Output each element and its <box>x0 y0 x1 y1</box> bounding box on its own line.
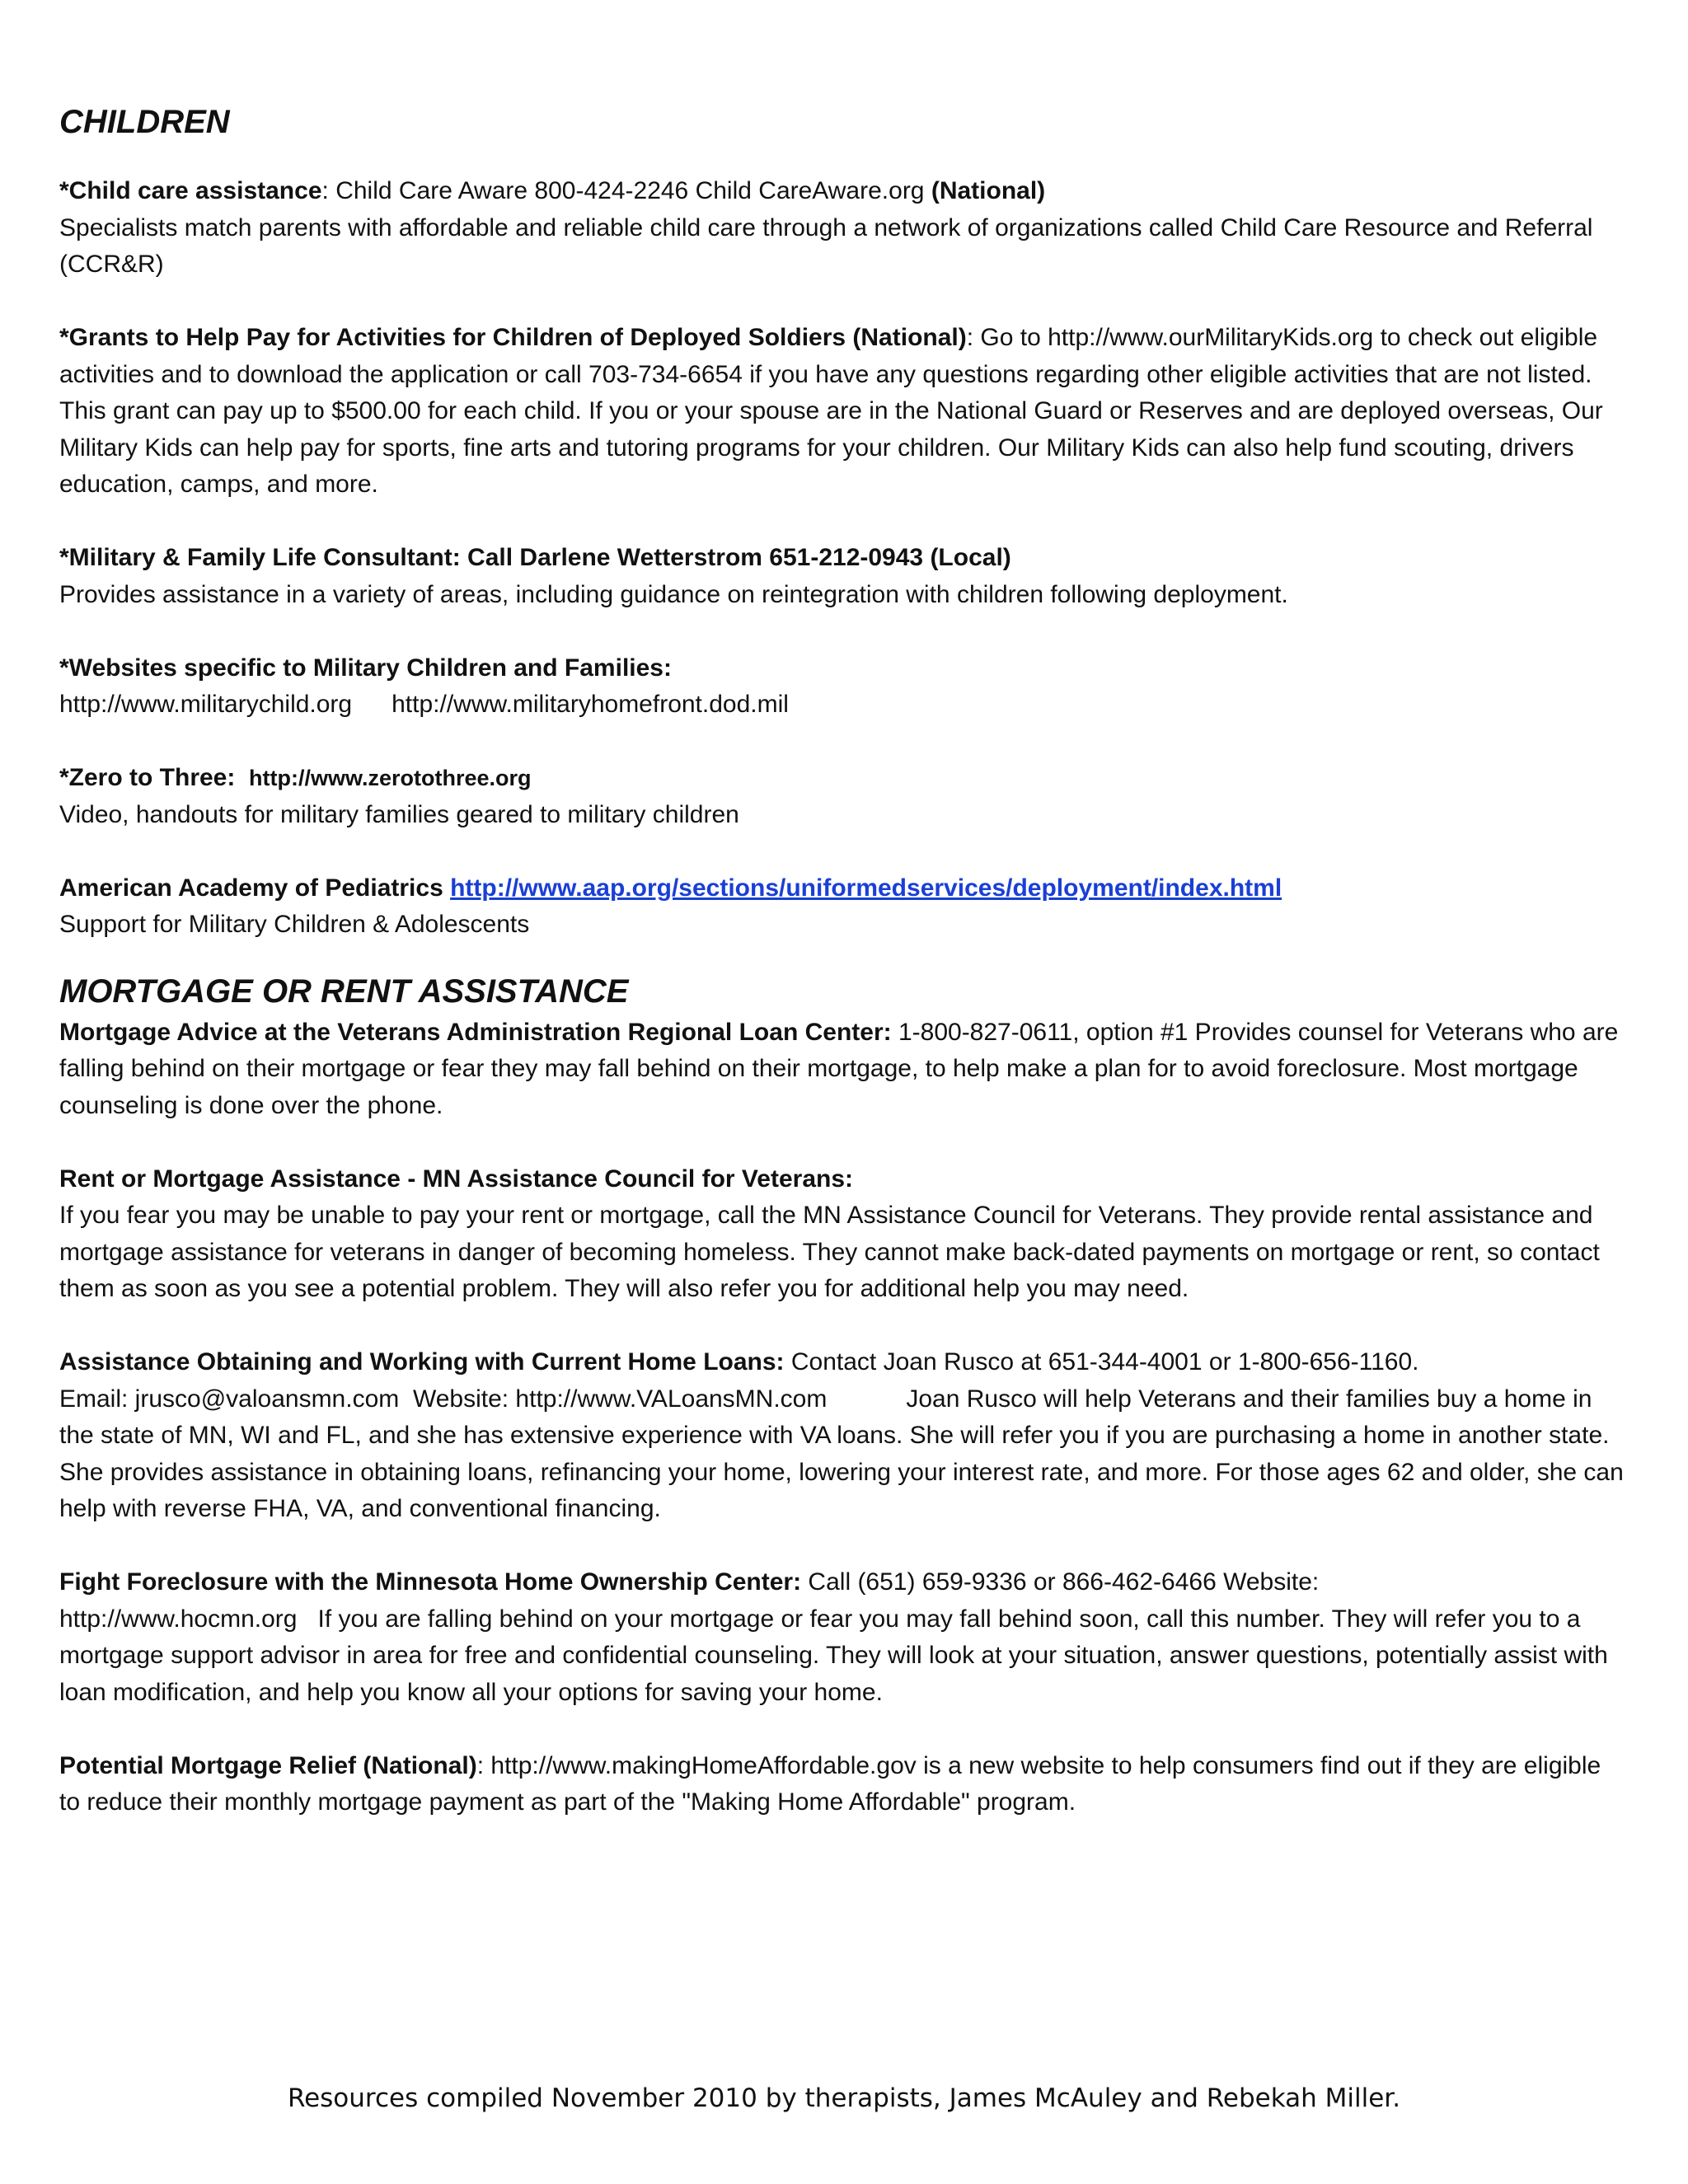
foreclosure-title: Fight Foreclosure with the Minnesota Home Ownership Center: <box>59 1568 802 1596</box>
va-advice-entry <box>59 1015 1625 1125</box>
rent-title: Rent or Mortgage Assistance - MN Assistance Council for Veterans: <box>59 1165 854 1193</box>
websites-entry <box>59 650 1625 724</box>
document-page <box>59 99 1625 1858</box>
va-advice-text: 1-800-827-0611, option #1 Provides counsel for Veterans who are falling behind on their mortgage or fear they may fall behind on their mortgage, to help make a plan for to avoid foreclosure. Most mortgage counseling is done over the phone. <box>59 1018 1619 1119</box>
mflc-title: *Military & Family Life Consultant: Call Darlene Wetterstrom 651-212-0943 (Local) <box>59 544 1011 571</box>
zero-to-three-link[interactable]: http://www.zerotothree.org <box>249 766 532 790</box>
militaryhomefront-link[interactable]: http://www.militaryhomefront.dod.mil <box>392 691 789 718</box>
foreclosure-description: If you are falling behind on your mortgage or fear you may fall behind soon, call this number. They will refer you to a mortgage support advisor in area for free and confidential counseling. They will look at your situation, answer questions, potentially assist with loan modification, and help you know all your options for saving your home. <box>59 1605 1608 1706</box>
rent-description: If you fear you may be unable to pay your rent or mortgage, call the MN Assistance Council for Veterans. They provide rental assistance and mortgage assistance for veterans in danger of becoming homeless. They cannot make back-dated payments on mortgage or rent, so contact them as soon as you see a potential problem. They will also refer you for additional help you may need. <box>59 1202 1600 1302</box>
militarychild-link[interactable]: http://www.militarychild.org <box>59 691 353 718</box>
grants-entry <box>59 320 1625 504</box>
child-care-entry <box>59 173 1625 284</box>
rent-entry <box>59 1161 1625 1308</box>
aap-entry <box>59 870 1625 944</box>
child-care-title: *Child care assistance <box>59 177 322 204</box>
aap-link[interactable]: http://www.aap.org/sections/uniformedservices/deployment/index.html <box>450 874 1282 902</box>
child-care-scope: (National) <box>931 177 1046 204</box>
grants-title: *Grants to Help Pay for Activities for Children of Deployed Soldiers (National) <box>59 324 967 351</box>
zero-to-three-description: Video, handouts for military families geared to military children <box>59 800 739 828</box>
aap-description: Support for Military Children & Adolescents <box>59 911 530 938</box>
child-care-description: Specialists match parents with affordable and reliable child care through a network of organizations called Child Care Resource and Referral (CCR&R) <box>59 213 1593 278</box>
grants-text: : Go to http://www.ourMilitaryKids.org to check out eligible activities and to download the application or call 703-734-6654 if you have any questions regarding other eligible activities that are not listed. This grant can pay up to $500.00 for each child. If you or your spouse are in the National Guard or Reserves and are deployed overseas, Our Military Kids can help pay for sports, fine arts and tutoring programs for your children. Our Military Kids can also help fund scouting, drivers education, camps, and more. <box>59 324 1603 498</box>
websites-title: *Websites specific to Military Children and Families: <box>59 654 672 682</box>
home-loans-email[interactable]: Email: jrusco@valoansmn.com <box>59 1385 400 1413</box>
mflc-description: Provides assistance in a variety of areas, including guidance on reintegration with children following deployment. <box>59 580 1288 608</box>
home-loans-description: Joan Rusco will help Veterans and their families buy a home in the state of MN, WI and FL, and she has extensive experience with VA loans. She will refer you if you are purchasing a home in another state. She provides assistance in obtaining loans, refinancing your home, lowering your interest rate, and more. For those ages 62 and older, she can help with reverse FHA, VA, and conventional financing. <box>59 1385 1624 1522</box>
relief-entry <box>59 1748 1625 1821</box>
mflc-entry <box>59 540 1625 613</box>
home-loans-website[interactable]: Website: http://www.VALoansMN.com <box>412 1385 828 1413</box>
relief-title: Potential Mortgage Relief (National) <box>59 1751 477 1779</box>
zero-to-three-title: *Zero to Three: <box>59 764 236 791</box>
child-care-sep: : <box>321 177 336 204</box>
footer-credit: Resources compiled November 2010 by therapists, James McAuley and Rebekah Miller. <box>287 2083 1401 2113</box>
foreclosure-link[interactable]: http://www.hocmn.org <box>59 1605 298 1633</box>
va-advice-title: Mortgage Advice at the Veterans Administration Regional Loan Center: <box>59 1018 892 1046</box>
home-loans-entry <box>59 1344 1625 1528</box>
child-care-info: Child Care Aware 800-424-2246 Child CareAware.org <box>335 177 931 204</box>
aap-title: American Academy of Pediatrics <box>59 874 443 902</box>
home-loans-title: Assistance Obtaining and Working with Current Home Loans: <box>59 1348 785 1376</box>
mortgage-heading: MORTGAGE OR RENT ASSISTANCE <box>59 972 629 1010</box>
children-heading: CHILDREN <box>59 104 230 140</box>
zero-to-three-entry <box>59 760 1625 833</box>
home-loans-contact: Contact Joan Rusco at 651-344-4001 or 1-800-656-1160. <box>784 1348 1419 1376</box>
foreclosure-entry <box>59 1564 1625 1711</box>
relief-text: : http://www.makingHomeAffordable.gov is a new website to help consumers find out if they are eligible to reduce their monthly mortgage payment as part of the "Making Home Affordable" program. <box>59 1751 1601 1816</box>
foreclosure-contact: Call (651) 659-9336 or 866-462-6466 Website: <box>801 1568 1320 1596</box>
